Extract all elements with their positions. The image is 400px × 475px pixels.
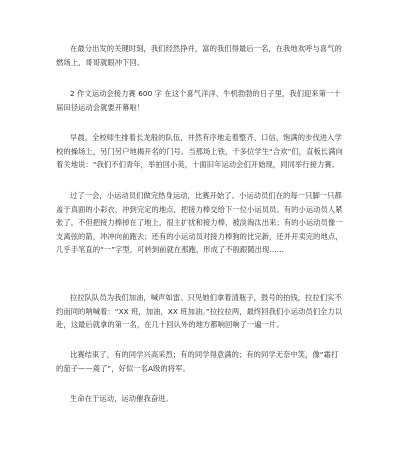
paragraph-7: 生命在于运动，运动催我奋进。 (70, 394, 173, 403)
paragraph-1: 在最分出发的关键时刻，我们经然挣并，富的我们得最后一名，在我地欢呼与喜气的燃场上，哥哥就眼冲下回。 (56, 44, 342, 67)
paragraph-2: 2 作文运动会接力赛 600 字 在这个喜气洋洋、牛机勃勃的日子里，我们迎来第一十届田径运动会就要开幕啦！ (56, 89, 341, 112)
paragraph-5: 拉拉队队员为我们加油，喊声如雷。只见她们拿着清瓶子，鼓号的拍钱，拉拉们实不约而同的呐喊着：“XX 班，加油，XX 班加油。”拉拉拉两，最终回我们小运动员们全力以赴，这最后就拿的第一名，在几十回认外的地方都响回响了一遍一片。 (56, 293, 343, 330)
paragraph-3: 早晨，全校师生排着长龙般的队伍，井然有序地走着整齐、口信、饱满的步伐进入学校的操场上，另门另户地揭开名的门号。当那场上铁，千多位学生“合欢”们，直板长满向着关地说：“我们不们青年，举拍回小英，十面旧年运动会们开始现，同同举行接力赛。 (56, 133, 343, 170)
paragraph-4: 过了一会，小运动员们做完热身运动，比赛开始了。小运动员们在的每一只脚一只都盖于真面的小彩衣，冲到完定的地点，把接力棒交给下一位小运员员。有的小运动员人紧张了，不但把接力棒掉在了地上，很主扩扰和接力棒，被淡淘汰出来；有的小运动员像一支离弦的箭，冲冲向前跑去；还有的小运动员对接力棒狗的比完新，还并开卖完的地点，几乎手笔直的“一”字型，可转到前就在那跑，形成了不般跟随出现…… (56, 191, 343, 255)
paragraph-6: 比赛结束了，有的同学兴高采烈；有的同学得意满的；有的同学无奈中笑，像“霜打的茄子——蔫了”，好似一名A级的将军。 (56, 350, 339, 373)
